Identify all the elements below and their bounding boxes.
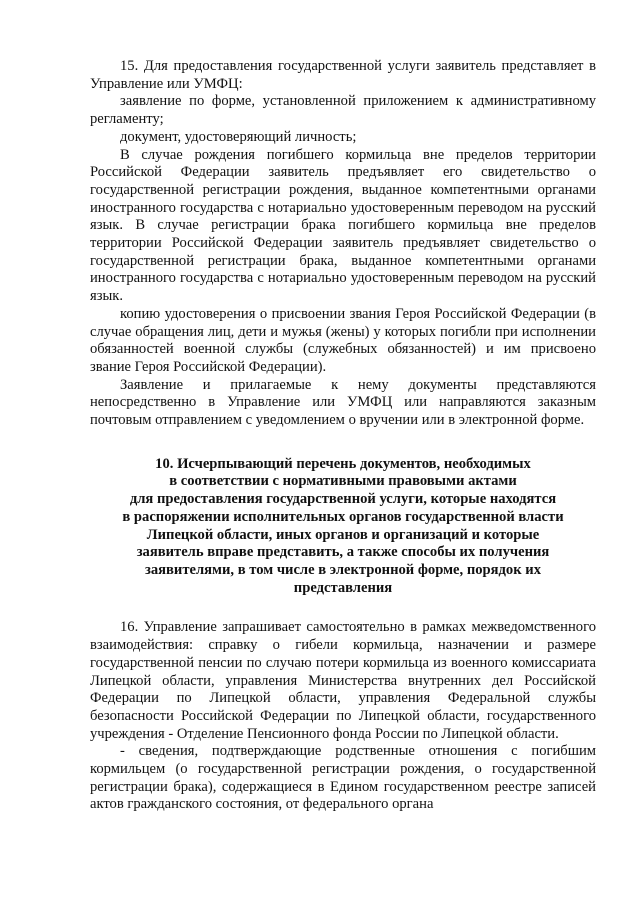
paragraph-15-hero-certificate: копию удостоверения о присвоении звания Героя Российской Федерации (в случае обращения лиц, дети и мужья (жены) у которых погибли при исполнении обязанностей военной службы (служебных обязанностей) и им присвоено звание Героя Российской Федерации). [90,305,596,375]
paragraph-15-foreign-birth: В случае рождения погибшего кормильца вне пределов территории Российской Федерации заявитель предъявляет его свидетельство о государственной регистрации рождения, выданное компетентными органами иностранного государства с нотариально удостоверенным переводом на русский язык. В случае регистрации брака погибшего кормильца вне пределов территории Российской Федерации заявитель предъявляет свидетельство о государственной регистрации брака, выданное компетентными органами иностранного государства с нотариально удостоверенным переводом на русский язык. [90,146,596,305]
heading-line: заявитель вправе представить, а также способы их получения [136,544,550,561]
paragraph-16-civil-registry: - сведения, подтверждающие родственные отношения с погибшим кормильцем (о государственной регистрации рождения, о государственной регистрации брака), содержащиеся в Едином государственном реестре записей актов гражданского состояния, от федерального органа [90,743,596,813]
paragraph-15-intro: 15. Для предоставления государственной услуги заявитель представляет в Управление или УМФЦ: [90,58,596,92]
heading-line: Липецкой области, иных органов и организаций и которые [146,526,540,543]
paragraph-16-request: 16. Управление запрашивает самостоятельно в рамках межведомственного взаимодействия: справку о гибели кормильца, назначении и размере государственной пенсии по случаю потери кормильца из военного комиссариата Липецкой области, управления Министерства внутренних дел Российской Федерации по Липецкой области, управления Федеральной службы безопасности Российской Федерации по Липецкой области, государственного учреждения - Отделение Пенсионного фонда России по Липецкой области. [90,619,596,742]
section-10-heading [90,456,596,598]
heading-line: 10. Исчерпывающий перечень документов, необходимых [155,455,531,472]
paragraph-15-submission: Заявление и прилагаемые к нему документы представляются непосредственно в Управление или УМФЦ или направляются заказным почтовым отправлением с уведомлением о вручении или в электронной форме. [90,376,596,429]
heading-line: для предоставления государственной услуги, которые находятся [129,491,557,508]
heading-line: в распоряжении исполнительных органов государственной власти [122,508,564,525]
paragraph-15-identity: документ, удостоверяющий личность; [120,128,357,145]
paragraph-15-application: заявление по форме, установленной приложением к административному регламенту; [90,93,596,128]
heading-line: представления [293,579,393,596]
heading-line: в соответствии с нормативными правовыми актами [169,473,517,490]
heading-line: заявителями, в том числе в электронной форме, порядок их [144,561,541,578]
